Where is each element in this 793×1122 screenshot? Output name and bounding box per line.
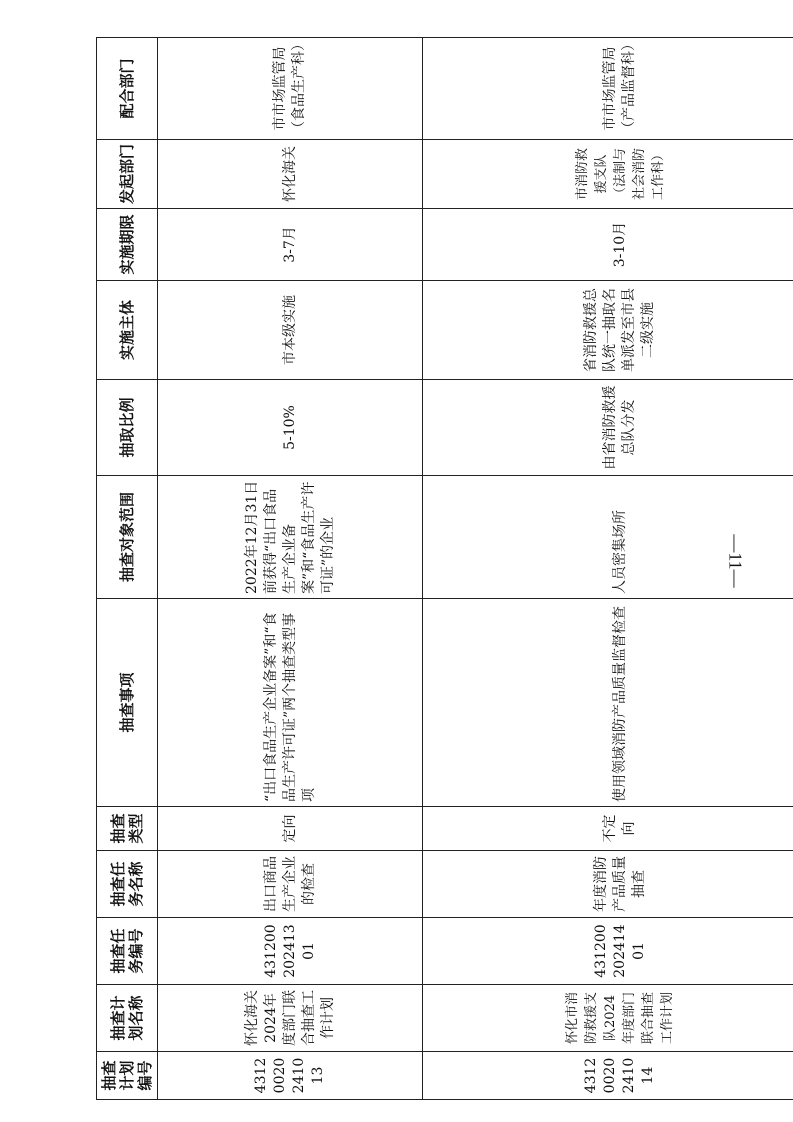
table-row [158, 38, 423, 1100]
cell-check-ratio: 5-10% [158, 380, 423, 476]
cell-check-type: 不定向 [423, 807, 793, 851]
cell-check-type: 定向 [158, 807, 423, 851]
cell-plan-code: 43120020241013 [158, 1052, 423, 1100]
cell-period: 3-10月 [423, 209, 793, 281]
cell-partner: 市市场监管局（产品监督科） [423, 38, 793, 140]
cell-check-item: “出口食品生产企业备案”和“食品生产许可证”两个抽查类型事项 [158, 599, 423, 807]
rotated-table-container [96, 38, 793, 1100]
cell-plan-name: 怀化市消防救援支队2024年度部门联合抽查工作计划 [423, 985, 793, 1052]
cell-executor: 省消防救援总队统一抽取名单派发至市县二级实施 [423, 281, 793, 380]
page-number: —11— [725, 534, 746, 588]
header-executor: 实施主体 [97, 281, 158, 380]
cell-check-scope: 人员密集场所 [423, 476, 793, 599]
cell-executor: 市本级实施 [158, 281, 423, 380]
header-task-name: 抽查任务名称 [97, 851, 158, 918]
header-check-ratio: 抽取比例 [97, 380, 158, 476]
header-check-scope: 抽查对象范围 [97, 476, 158, 599]
table-row [423, 38, 793, 1100]
header-check-item: 抽查事项 [97, 599, 158, 807]
header-check-type: 抽查类型 [97, 807, 158, 851]
cell-check-item: 使用领域消防产品质量监督检查 [423, 599, 793, 807]
joint-inspection-plan-table [96, 37, 793, 1100]
cell-check-scope: 2022年12月31日前获得“出口食品生产企业备案”和“食品生产许可证”的企业 [158, 476, 423, 599]
table-header-row [97, 38, 158, 1100]
cell-task-code: 43120020241401 [423, 918, 793, 985]
cell-check-ratio: 由省消防救援总队分发 [423, 380, 793, 476]
header-task-code: 抽查任务编号 [97, 918, 158, 985]
cell-partner: 市市场监管局（食品生产科） [158, 38, 423, 140]
header-plan-name: 抽查计划名称 [97, 985, 158, 1052]
cell-period: 3-7月 [158, 209, 423, 281]
cell-task-name: 年度消防产品质量抽查 [423, 851, 793, 918]
header-period: 实施期限 [97, 209, 158, 281]
cell-plan-code: 43120020241014 [423, 1052, 793, 1100]
cell-plan-name: 怀化海关2024年度部门联合抽查工作计划 [158, 985, 423, 1052]
cell-task-code: 43120020241301 [158, 918, 423, 985]
header-plan-code: 抽查计划编号 [97, 1052, 158, 1100]
header-initiator: 发起部门 [97, 140, 158, 209]
cell-initiator: 市消防救援支队（法制与社会消防工作科） [423, 140, 793, 209]
cell-initiator: 怀化海关 [158, 140, 423, 209]
cell-task-name: 出口商品生产企业的检查 [158, 851, 423, 918]
header-partner: 配合部门 [97, 38, 158, 140]
